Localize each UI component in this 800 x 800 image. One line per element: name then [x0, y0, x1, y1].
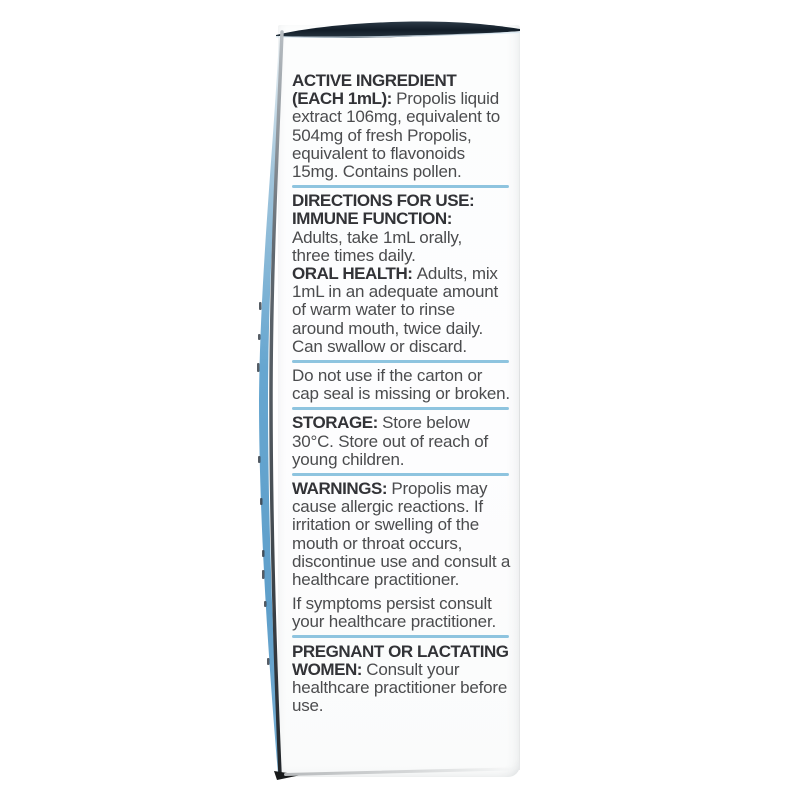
text-line: [292, 108, 512, 126]
section-persistence-advice: [292, 595, 512, 631]
section-directions-for-use: [292, 192, 512, 356]
body-text: Can swallow or discard.: [292, 336, 467, 356]
body-text: Do not use if the carton or: [292, 366, 483, 386]
body-text: around mouth, twice daily.: [292, 318, 484, 338]
body-text: healthcare practitioner.: [292, 570, 460, 590]
text-line: [292, 229, 512, 247]
panel-text-column: [292, 64, 512, 716]
body-text: irritation or swelling of the: [292, 515, 479, 535]
body-text: Consult your: [366, 659, 460, 679]
heading-text: IMMUNE FUNCTION:: [292, 209, 452, 229]
text-line: [292, 535, 512, 553]
text-line: [292, 72, 512, 90]
text-line: [292, 661, 512, 679]
text-line: [292, 320, 512, 338]
heading-text: DIRECTIONS FOR USE:: [292, 191, 475, 211]
text-line: [292, 210, 512, 228]
text-line: [292, 385, 512, 403]
heading-text: PREGNANT OR LACTATING: [292, 641, 509, 661]
body-text: your healthcare practitioner.: [292, 612, 496, 632]
section-divider: [292, 407, 509, 410]
text-line: [292, 145, 512, 163]
body-text: Store below: [382, 413, 470, 433]
text-line: [292, 553, 512, 571]
heading-text: STORAGE:: [292, 413, 383, 433]
body-text: use.: [292, 696, 324, 716]
body-text: Adults, mix: [416, 264, 498, 284]
body-text: of warm water to rinse: [292, 300, 455, 320]
body-text: young children.: [292, 449, 405, 469]
text-line: [292, 301, 512, 319]
body-text: three times daily.: [292, 245, 416, 265]
text-line: [292, 697, 512, 715]
body-text: equivalent to flavonoids: [292, 143, 465, 163]
text-line: [292, 414, 512, 432]
body-text: 15mg. Contains pollen.: [292, 162, 462, 182]
text-line: [292, 571, 512, 589]
body-text: If symptoms persist consult: [292, 594, 492, 614]
body-text: healthcare practitioner before: [292, 678, 508, 698]
text-line: [292, 367, 512, 385]
section-divider: [292, 635, 509, 638]
text-line: [292, 192, 512, 210]
text-line: [292, 90, 512, 108]
heading-text: (EACH 1mL):: [292, 89, 397, 109]
heading-text: WOMEN:: [292, 659, 367, 679]
section-divider: [292, 473, 509, 476]
body-text: Adults, take 1mL orally,: [292, 227, 462, 247]
text-line: [292, 595, 512, 613]
heading-text: WARNINGS:: [292, 479, 392, 499]
section-divider: [292, 360, 509, 363]
text-line: [292, 516, 512, 534]
section-warnings: [292, 480, 512, 589]
body-text: cap seal is missing or broken.: [292, 384, 510, 404]
section-storage: [292, 414, 512, 469]
text-line: [292, 247, 512, 265]
text-line: [292, 643, 512, 661]
section-active-ingredient: [292, 72, 512, 181]
section-tamper-evident-notice: [292, 367, 512, 403]
text-line: [292, 498, 512, 516]
text-line: [292, 480, 512, 498]
heading-text: ACTIVE INGREDIENT: [292, 71, 457, 90]
body-text: cause allergic reactions. If: [292, 497, 483, 517]
text-line: [292, 679, 512, 697]
text-line: [292, 433, 512, 451]
section-divider: [292, 185, 509, 188]
text-line: [292, 127, 512, 145]
body-text: mouth or throat occurs,: [292, 533, 463, 553]
text-line: [292, 613, 512, 631]
section-pregnant-or-lactating: [292, 643, 512, 716]
heading-text: ORAL HEALTH:: [292, 264, 417, 284]
body-text: 30°C. Store out of reach of: [292, 431, 489, 451]
body-text: discontinue use and consult a: [292, 551, 511, 571]
text-line: [292, 265, 512, 283]
carton-right-edge: [519, 28, 521, 770]
text-line: [292, 163, 512, 181]
text-line: [292, 451, 512, 469]
body-text: 1mL in an adequate amount: [292, 282, 499, 302]
body-text: Propolis may: [391, 479, 488, 499]
body-text: Propolis liquid: [396, 89, 499, 109]
text-line: [292, 338, 512, 356]
body-text: 504mg of fresh Propolis,: [292, 125, 472, 145]
body-text: extract 106mg, equivalent to: [292, 107, 500, 127]
text-line: [292, 283, 512, 301]
